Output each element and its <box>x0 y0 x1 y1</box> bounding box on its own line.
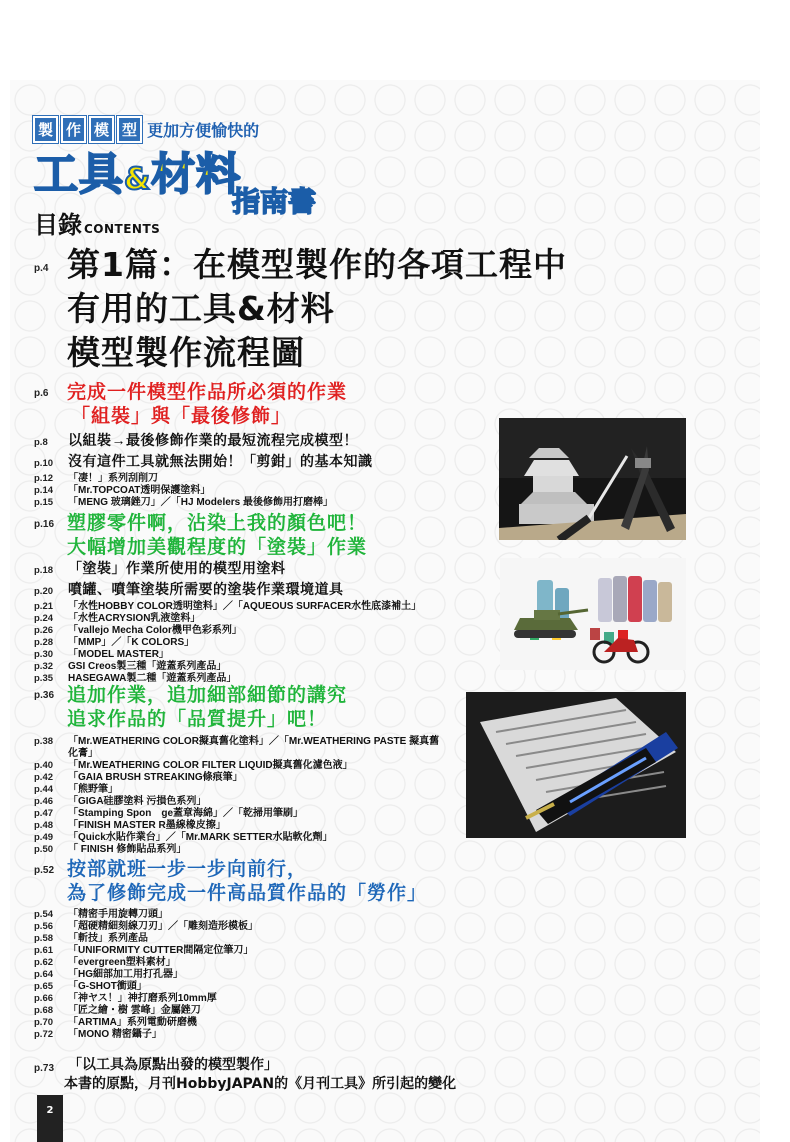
entry-title: 「GAIA BRUSH STREAKING條痕筆」 <box>68 772 243 783</box>
list-item <box>34 909 258 921</box>
entry-page: p.12 <box>34 473 54 484</box>
book-title-amp: & <box>124 162 152 197</box>
section-title <box>67 380 347 428</box>
section-title-line: 大幅增加美觀程度的「塗裝」作業 <box>67 536 368 558</box>
tag-char: 作 <box>61 116 86 143</box>
list-item <box>34 559 421 580</box>
section-title-line: 為了修飾完成一件高品質作品的「勞作」 <box>67 882 428 904</box>
entry-page: p.8 <box>34 437 48 448</box>
entry-title: 「evergreen塑料素材」 <box>68 957 176 968</box>
list-item <box>34 772 448 784</box>
castle-nippers-illustration <box>499 418 686 540</box>
entry-page: p.56 <box>34 921 54 932</box>
entry-title: 「MENG 玻璃銼刀」／「HJ Modelers 最後修飾用打磨棒」 <box>68 497 334 508</box>
part1-title-line: 有用的工具&材料 <box>67 289 335 328</box>
page-number: 2 <box>37 1095 63 1142</box>
entry-page: p.24 <box>34 613 54 624</box>
list-item <box>34 832 448 844</box>
list-item <box>34 649 421 661</box>
section-entry-list <box>34 431 373 509</box>
entry-page: p.64 <box>34 969 54 980</box>
book-title-part-a: 工具 <box>34 149 124 200</box>
list-item <box>34 921 258 933</box>
entry-page: p.15 <box>34 497 54 508</box>
entry-page: p.50 <box>34 844 54 855</box>
entry-title: 以組裝→最後修飾作業的最短流程完成模型！ <box>68 432 358 448</box>
entry-page: p.44 <box>34 784 54 795</box>
entry-page: p.26 <box>34 625 54 636</box>
section-title <box>67 857 427 905</box>
list-item <box>34 431 373 452</box>
entry-title: 「FINISH MASTER R墨線橡皮擦」 <box>68 820 226 831</box>
list-item <box>34 844 448 856</box>
entry-title: 噴罐、噴筆塗裝所需要的塗裝作業環境道具 <box>68 581 344 597</box>
book-title-part-b: 材料 <box>151 149 242 200</box>
entry-title: 「vallejo Mecha Color機甲色彩系列」 <box>68 625 242 636</box>
entry-title: HASEGAWA製二種「遊蓋系列產品」 <box>68 673 237 684</box>
entry-page: p.46 <box>34 796 54 807</box>
list-item <box>34 993 258 1005</box>
list-item <box>34 969 258 981</box>
section-entry-list <box>34 559 421 685</box>
entry-title: 「精密手用旋轉刀頭」 <box>68 909 168 920</box>
entry-page: p.38 <box>34 736 54 747</box>
entry-page: p.62 <box>34 957 54 968</box>
entry-title: 「ARTIMA」系列電動研磨機 <box>68 1017 197 1028</box>
entry-title: 「熊野筆」 <box>68 784 118 795</box>
entry-page: p.18 <box>34 565 54 576</box>
part1-title-line: 模型製作流程圖 <box>67 333 305 372</box>
header-subtitle: 更加方便愉快的 <box>147 121 260 140</box>
entry-title: 「Mr.WEATHERING COLOR FILTER LIQUID擬真舊化濾色液」 <box>68 760 353 771</box>
entry-title: 「MMP」／「K COLORS」 <box>68 637 195 648</box>
entry-title: 「塗裝」作業所使用的模型用塗料 <box>68 560 286 576</box>
final-page: p.73 <box>34 1063 55 1074</box>
entry-page: p.42 <box>34 772 54 783</box>
entry-title: 「MODEL MASTER」 <box>68 649 169 660</box>
entry-title: 「Mr.TOPCOAT透明保護塗料」 <box>68 485 211 496</box>
section-page: p.36 <box>34 690 55 701</box>
list-item <box>34 796 448 808</box>
castle-nippers-photo <box>499 418 686 540</box>
tag-char: 模 <box>89 116 114 143</box>
airbrush-photo <box>466 692 686 838</box>
section-title-line: 塑膠零件啊，沾染上我的顏色吧！ <box>67 512 368 534</box>
list-item <box>34 820 448 832</box>
entry-page: p.70 <box>34 1017 54 1028</box>
entry-title: 「匠之繪・樹 雲峰」金屬銼刀 <box>68 1005 201 1016</box>
list-item <box>34 1017 258 1029</box>
entry-title: 「Quick水貼作業台」／「Mr.MARK SETTER水貼軟化劑」 <box>68 832 333 843</box>
section-title-line: 按部就班一步一步向前行， <box>67 858 308 880</box>
entry-page: p.20 <box>34 586 54 597</box>
paints-models-illustration <box>500 558 686 670</box>
section-title-line: 「組裝」與「最後修飾」 <box>71 405 292 427</box>
tag-char: 型 <box>117 116 142 143</box>
book-title-guide: 指南書 <box>232 185 317 218</box>
entry-title: 「Stamping Spon ge蓋章海綿」／「乾掃用筆刷」 <box>68 808 303 819</box>
section-entry-list <box>34 909 258 1041</box>
list-item <box>34 485 373 497</box>
section-page: p.6 <box>34 388 49 399</box>
entry-page: p.40 <box>34 760 54 771</box>
entry-page: p.61 <box>34 945 54 956</box>
list-item <box>34 661 421 673</box>
entry-page: p.48 <box>34 820 54 831</box>
entry-title: 「HG細部加工用打孔器」 <box>68 969 183 980</box>
list-item <box>34 945 258 957</box>
entry-title: 「超硬精細刻線刀刃」／「雕刻造形模板」 <box>68 921 258 932</box>
entry-title: 「水性HOBBY COLOR透明塗料」／「AQUEOUS SURFACER水性底漆補土」 <box>68 601 422 612</box>
section-title-line: 追加作業，追加細部細節的講究 <box>67 684 348 706</box>
entry-title: 「水性ACRYSION乳液塗料」 <box>68 613 201 624</box>
list-item <box>34 760 448 772</box>
entry-page: p.21 <box>34 601 54 612</box>
entry-page: p.65 <box>34 981 54 992</box>
entry-title: GSI Creos製三種「遊蓋系列產品」 <box>68 661 227 672</box>
entry-page: p.72 <box>34 1029 54 1040</box>
section-page: p.16 <box>34 519 55 530</box>
list-item <box>34 784 448 796</box>
entry-page: p.49 <box>34 832 54 843</box>
part1-title-line: 第1篇：在模型製作的各項工程中 <box>67 245 567 284</box>
part1-title <box>67 243 567 375</box>
entry-page: p.30 <box>34 649 54 660</box>
entry-page: p.35 <box>34 673 54 684</box>
entry-title: 「 FINISH 修飾貼品系列」 <box>68 844 187 855</box>
tag-char: 製 <box>33 116 58 143</box>
list-item <box>34 808 448 820</box>
section-title <box>67 683 347 731</box>
list-item <box>34 933 258 945</box>
section-title-line: 完成一件模型作品所必須的作業 <box>67 381 348 403</box>
entry-page: p.28 <box>34 637 54 648</box>
list-item <box>34 601 421 613</box>
entry-title: 「UNIFORMITY CUTTER間隔定位筆刀」 <box>68 945 254 956</box>
contents-heading-en: CONTENTS <box>84 222 161 236</box>
list-item <box>34 497 373 509</box>
entry-title: 「GIGA硅膠塗料 污損色系列」 <box>68 796 207 807</box>
final-title-line1: 「以工具為原點出發的模型製作」 <box>68 1057 278 1073</box>
list-item <box>34 957 258 969</box>
entry-title: 沒有這件工具就無法開始！「剪鉗」的基本知識 <box>68 453 373 469</box>
entry-page: p.10 <box>34 458 54 469</box>
entry-title: 「斬技」系列產品 <box>68 933 148 944</box>
airbrush-illustration <box>466 692 686 838</box>
entry-title: 「G-SHOT衝頭」 <box>68 981 147 992</box>
list-item <box>34 452 373 473</box>
list-item <box>34 473 373 485</box>
entry-page: p.58 <box>34 933 54 944</box>
section-entry-list <box>34 736 448 856</box>
entry-page: p.32 <box>34 661 54 672</box>
list-item <box>34 1029 258 1041</box>
final-title-line2: 本書的原點，月刊HobbyJAPAN的《月刊工具》所引起的變化 <box>64 1076 457 1092</box>
entry-title: 「凄！」系列刮削刀 <box>68 473 158 484</box>
entry-title: 「神ヤス！」神打磨系列10mm厚 <box>68 993 217 1004</box>
entry-page: p.68 <box>34 1005 54 1016</box>
section-page: p.52 <box>34 865 55 876</box>
book-title <box>34 138 241 202</box>
contents-heading-cn: 目錄 <box>34 211 82 239</box>
contents-heading <box>34 205 160 240</box>
entry-page: p.66 <box>34 993 54 1004</box>
entry-title: 「MONO 精密鑷子」 <box>68 1029 162 1040</box>
list-item <box>34 613 421 625</box>
entry-page: p.47 <box>34 808 54 819</box>
section-title-line: 追求作品的「品質提升」吧！ <box>67 708 328 730</box>
entry-title: 「Mr.WEATHERING COLOR擬真舊化塗料」／「Mr.WEATHERING PASTE 擬真舊化膏」 <box>68 736 440 759</box>
entry-page: p.54 <box>34 909 54 920</box>
list-item <box>34 981 258 993</box>
paints-models-photo <box>500 558 686 670</box>
final-title <box>64 1056 457 1094</box>
part1-page: p.4 <box>34 263 49 274</box>
list-item <box>34 637 421 649</box>
section-title <box>67 511 367 559</box>
entry-page: p.14 <box>34 485 54 496</box>
list-item <box>34 625 421 637</box>
list-item <box>34 1005 258 1017</box>
list-item <box>34 580 421 601</box>
list-item <box>34 736 448 760</box>
